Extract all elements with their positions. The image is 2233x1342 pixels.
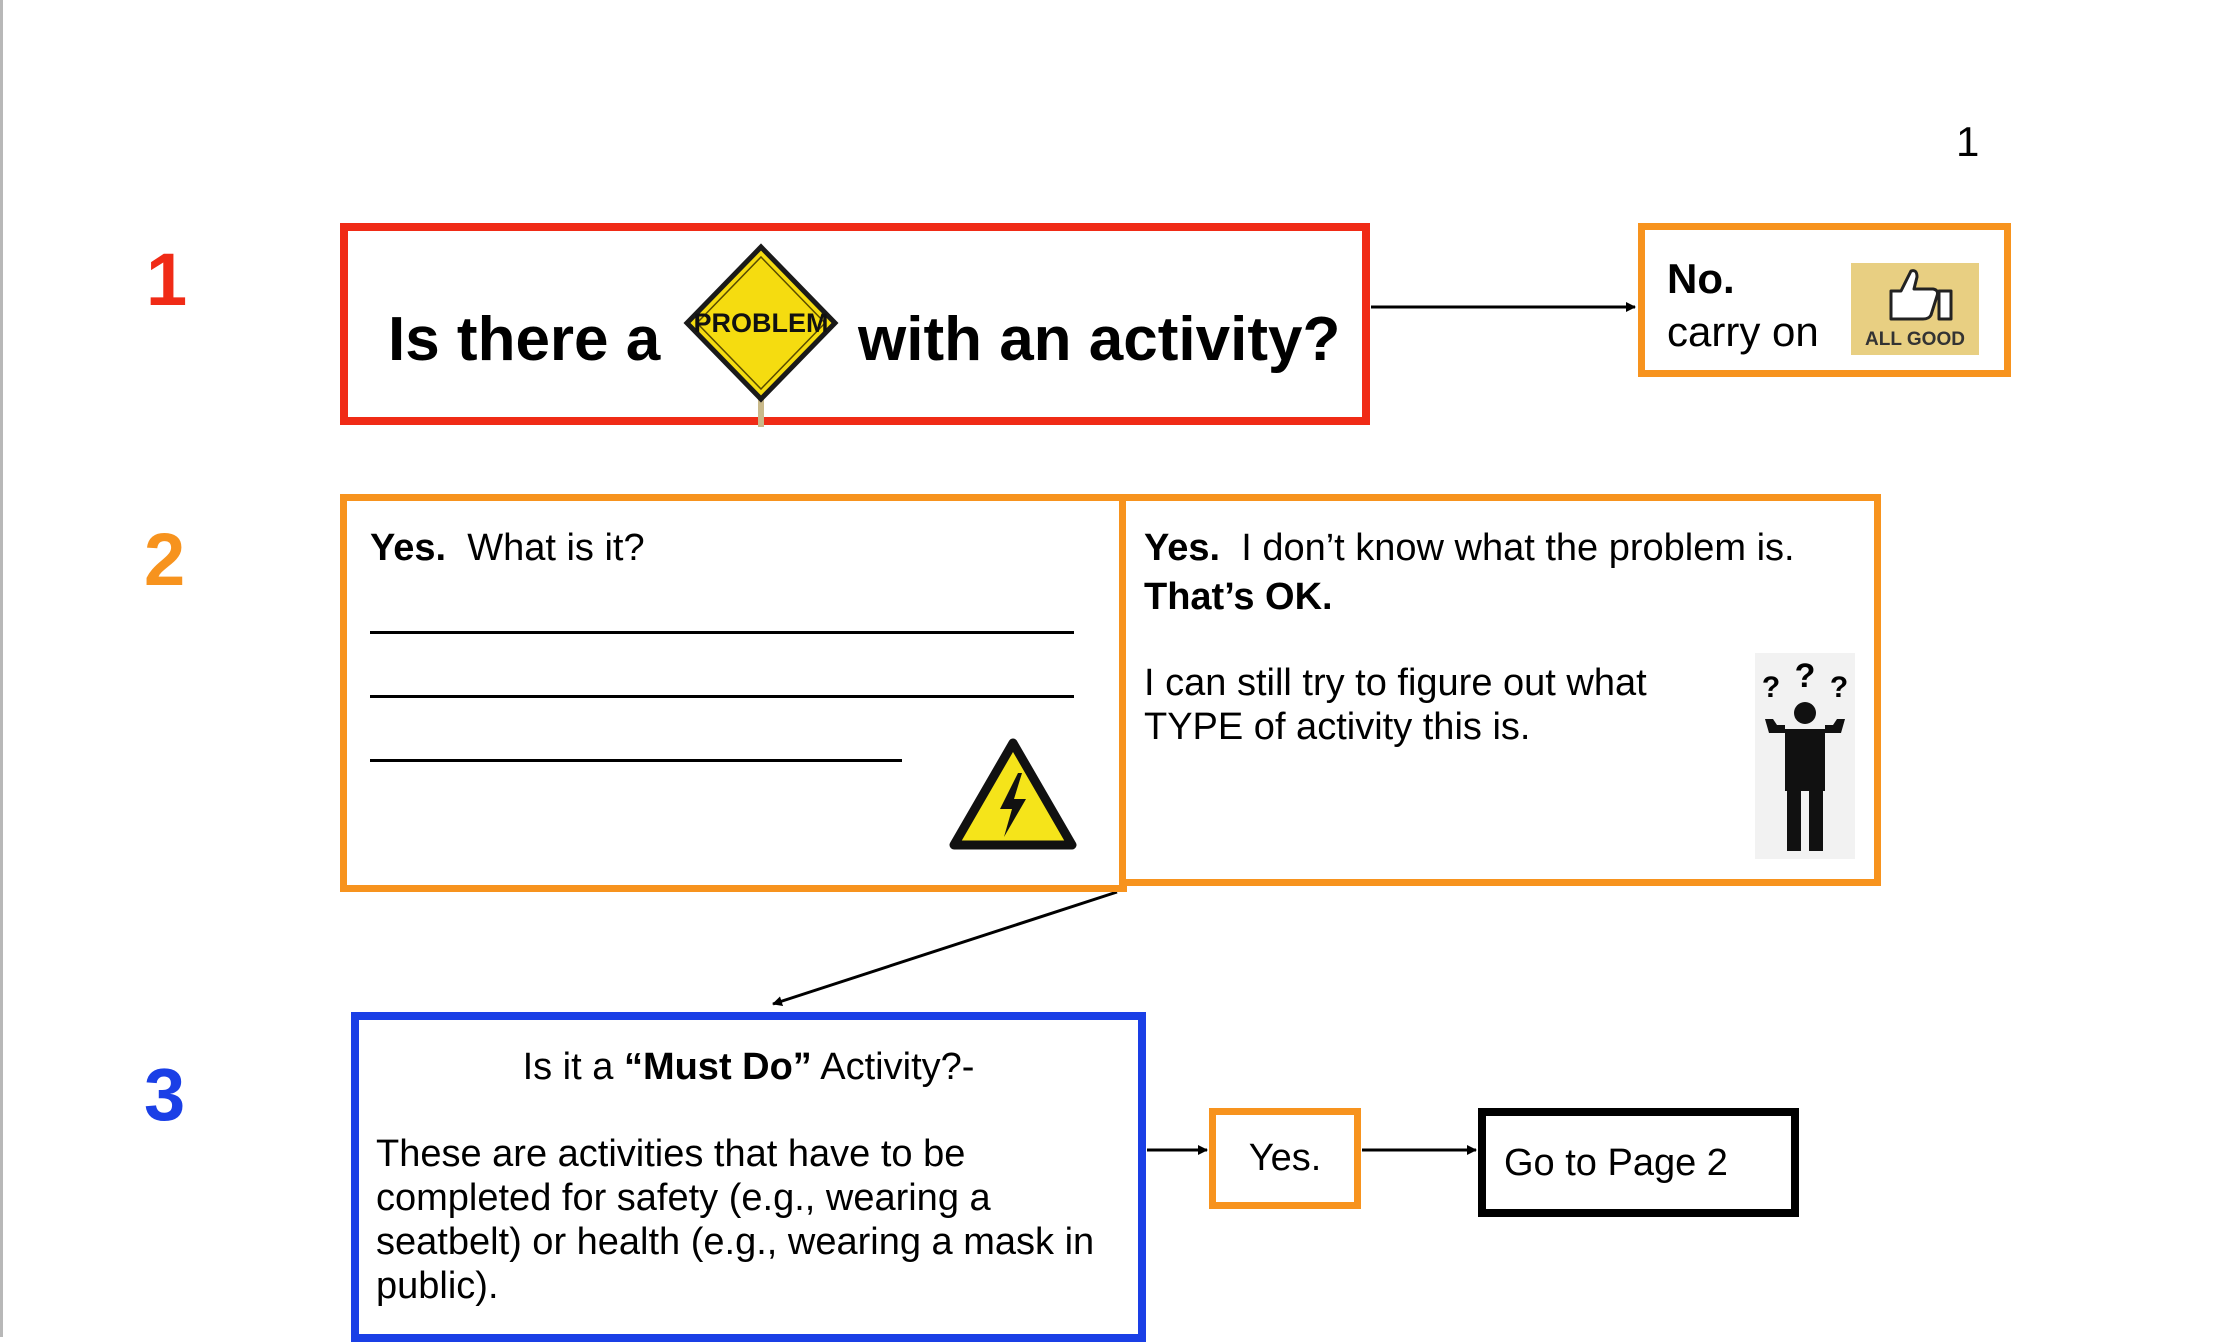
svg-text:?: ? bbox=[1794, 657, 1816, 695]
arrow-yes-to-must-do bbox=[773, 892, 1117, 1004]
answer-line bbox=[370, 631, 1074, 634]
yes-unknown-heading bbox=[1144, 527, 1795, 570]
answer-line bbox=[370, 759, 902, 762]
must-do-before: Is it a bbox=[522, 1046, 614, 1088]
no-title: No. bbox=[1667, 255, 1735, 302]
must-do-heading bbox=[359, 1046, 1138, 1089]
no-box bbox=[1638, 223, 2011, 377]
figure-out-text: I can still try to figure out what TYPE of activity this is. bbox=[1144, 662, 1647, 748]
svg-text:?: ? bbox=[1761, 671, 1781, 704]
svg-text:?: ? bbox=[1829, 671, 1849, 704]
problem-sign-label: PROBLEM bbox=[693, 308, 829, 338]
must-do-description: These are activities that have to be completed for safety (e.g., wearing a seatbelt) or health (e.g., wearing a mask in public). bbox=[376, 1133, 1095, 1307]
yes-box bbox=[1209, 1108, 1361, 1209]
question-text-after: with an activity? bbox=[858, 305, 1341, 374]
page-number: 1 bbox=[1956, 118, 1980, 165]
yes-known-heading bbox=[370, 527, 645, 570]
yes-unknown-bold: Yes. bbox=[1144, 527, 1221, 569]
no-subtitle: carry on bbox=[1667, 308, 1819, 355]
step-number-3: 3 bbox=[144, 1053, 186, 1136]
go-to-page-2-label: Go to Page 2 bbox=[1504, 1142, 1728, 1184]
must-do-after: Activity?- bbox=[820, 1046, 975, 1088]
yes-known-bold: Yes. bbox=[370, 527, 447, 569]
confused-person-icon bbox=[1755, 653, 1855, 859]
yes-known-question: What is it? bbox=[467, 527, 645, 569]
question-box bbox=[340, 223, 1370, 425]
all-good-label: ALL GOOD bbox=[1865, 329, 1965, 350]
thumbs-up-icon bbox=[1851, 263, 1979, 323]
step-number-1: 1 bbox=[146, 238, 188, 321]
question-text-before: Is there a bbox=[388, 305, 661, 374]
go-to-page-2-box bbox=[1478, 1108, 1799, 1217]
step-number-2: 2 bbox=[144, 518, 186, 601]
problem-sign-icon bbox=[681, 243, 841, 431]
yes-known-box bbox=[340, 494, 1127, 892]
yes-unknown-box bbox=[1119, 494, 1881, 886]
answer-line bbox=[370, 695, 1074, 698]
must-do-bold: “Must Do” bbox=[623, 1046, 812, 1088]
all-good-badge bbox=[1851, 263, 1979, 355]
thats-ok-text: That’s OK. bbox=[1144, 576, 1333, 618]
yes-unknown-text: I don’t know what the problem is. bbox=[1241, 527, 1795, 569]
yes-label: Yes. bbox=[1248, 1137, 1322, 1179]
electric-hazard-icon bbox=[948, 737, 1078, 853]
must-do-box bbox=[351, 1012, 1146, 1342]
